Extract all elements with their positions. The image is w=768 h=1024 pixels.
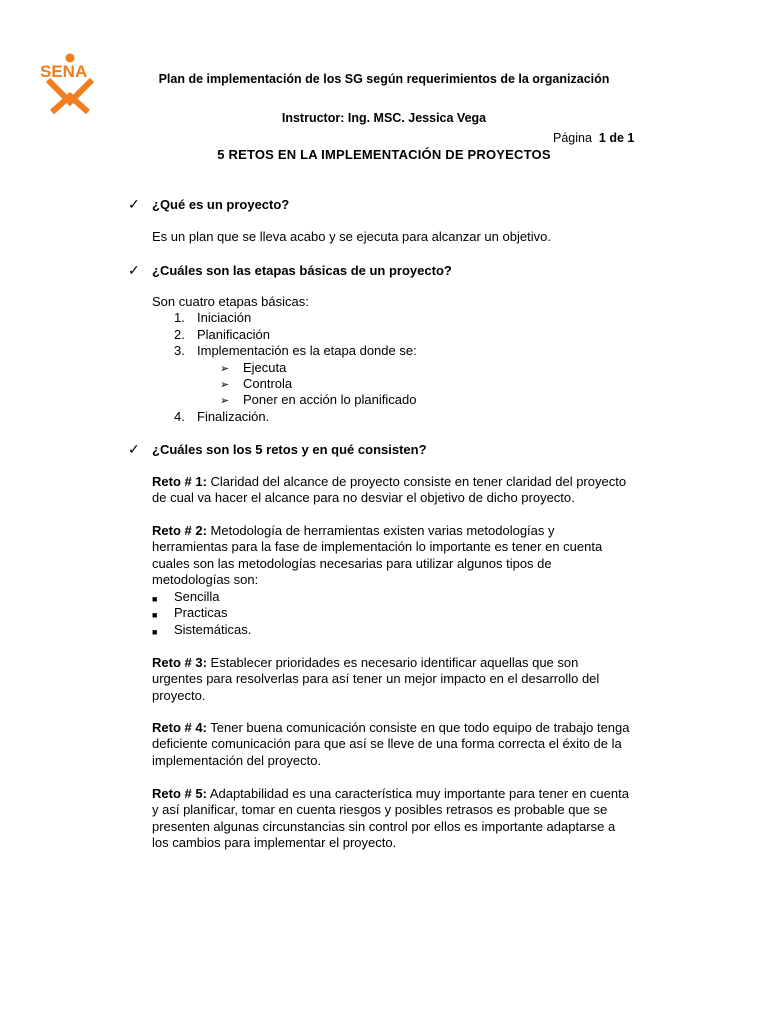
question-2: ¿Cuáles son las etapas básicas de un proyecto?	[152, 263, 452, 278]
method-text: Practicas	[174, 605, 228, 620]
substep-text: Controla	[243, 376, 293, 391]
reto-text: Metodología de herramientas existen varias metodologías y	[210, 523, 555, 538]
reto-text: herramientas para la fase de implementación lo importante es tener en cuenta	[152, 539, 603, 555]
arrow-bullet-icon: ➢	[220, 363, 230, 375]
substep-text: Ejecuta	[243, 360, 287, 375]
step-number: 2.	[174, 327, 185, 342]
reto-paragraph	[152, 474, 672, 507]
reto-text: presenten algunas circunstancias sin control por ellos es importante adaptarse a	[152, 818, 616, 834]
reto-paragraph	[152, 786, 672, 852]
reto-text: de cual va hacer el alcance para no desviar el objetivo de dicho proyecto.	[152, 490, 575, 506]
check-icon: ✓	[128, 262, 140, 278]
answer-1: Es un plan que se lleva acabo y se ejecuta para alcanzar un objetivo.	[152, 229, 551, 244]
reto-text: cuales son las metodologías necesarias para utilizar algunos tipos de	[152, 555, 552, 571]
step-number: 3.	[174, 343, 185, 358]
substep-text: Poner en acción lo planificado	[243, 392, 417, 407]
stages-intro: Son cuatro etapas básicas:	[152, 294, 309, 309]
reto-label: Reto # 3:	[152, 655, 207, 670]
header-title: Plan de implementación de los SG según requerimientos de la organización	[158, 72, 610, 86]
reto-text: los cambios para implementar el proyecto.	[152, 835, 397, 851]
square-bullet-icon: ■	[152, 610, 158, 620]
square-bullet-icon: ■	[152, 594, 158, 604]
reto-text: Claridad del alcance de proyecto consiste en tener claridad del proyecto	[210, 474, 627, 489]
page-number	[553, 131, 634, 145]
reto-text: y así planificar, tomar en cuenta riesgos y posibles retrasos es probable que se	[152, 802, 608, 818]
reto-label: Reto # 5:	[152, 786, 207, 801]
reto-text: Adaptabilidad es una característica muy importante para tener en cuenta	[209, 786, 629, 801]
question-3: ¿Cuáles son los 5 retos y en qué consisten?	[152, 442, 427, 457]
step-text: Implementación es la etapa donde se:	[197, 343, 417, 358]
document-title: 5 RETOS EN LA IMPLEMENTACIÓN DE PROYECTOS	[217, 147, 551, 162]
reto-text: urgentes para resolverlas para así tener un mejor impacto en el desarrollo del	[152, 671, 600, 687]
reto-label: Reto # 2:	[152, 523, 207, 538]
reto-paragraph	[152, 523, 672, 589]
logo-text: SENA	[40, 62, 88, 81]
reto-text: Establecer prioridades es necesario identificar aquellas que son	[210, 655, 579, 670]
square-bullet-icon: ■	[152, 627, 158, 637]
reto-text: metodologías son:	[152, 572, 259, 588]
reto-text: proyecto.	[152, 687, 206, 703]
question-1: ¿Qué es un proyecto?	[152, 197, 290, 212]
page-prefix: Página	[553, 131, 592, 145]
reto-label: Reto # 1:	[152, 474, 207, 489]
step-text: Planificación	[197, 327, 270, 342]
reto-text: implementación del proyecto.	[152, 752, 322, 768]
reto-text: deficiente comunicación para que así se lleve de una forma correcta el éxito de la	[152, 736, 622, 752]
reto-label: Reto # 4:	[152, 720, 207, 735]
step-text: Finalización.	[197, 409, 270, 424]
reto-paragraph	[152, 720, 672, 769]
step-text: Iniciación	[197, 310, 252, 325]
check-icon: ✓	[128, 441, 140, 457]
header-instructor: Instructor: Ing. MSC. Jessica Vega	[281, 111, 487, 125]
method-text: Sencilla	[174, 589, 220, 604]
arrow-bullet-icon: ➢	[220, 379, 230, 391]
step-number: 4.	[174, 409, 185, 424]
reto-text: Tener buena comunicación consiste en que todo equipo de trabajo tenga	[210, 720, 630, 735]
step-number: 1.	[174, 310, 185, 325]
reto-paragraph	[152, 655, 672, 704]
method-text: Sistemáticas.	[174, 622, 252, 637]
check-icon: ✓	[128, 196, 140, 212]
page-value: 1 de 1	[598, 131, 635, 145]
arrow-bullet-icon: ➢	[220, 395, 230, 407]
